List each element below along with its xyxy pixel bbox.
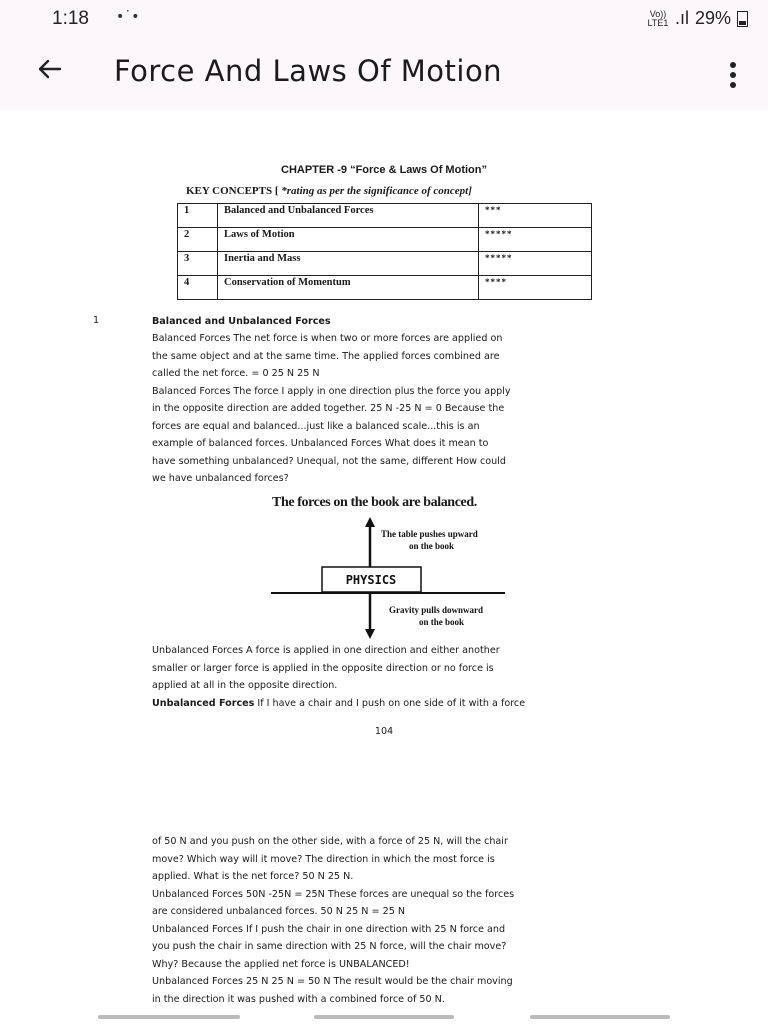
status-bar (0, 0, 768, 38)
text-line: Why? Because the applied net force is UNBALANCED! (152, 958, 410, 970)
text-line: Unbalanced Forces A force is applied in one direction and either another (152, 645, 500, 656)
concept-rating: ***** (479, 252, 592, 276)
paragraph-balanced-forces (152, 330, 632, 488)
text-line (152, 695, 632, 713)
paragraph-unbalanced-forces (152, 642, 632, 712)
section-number: 1 (93, 315, 100, 326)
document-viewer[interactable] (0, 110, 768, 1024)
concept-number: 1 (178, 204, 218, 228)
concept-name: Inertia and Mass (218, 252, 479, 276)
text-line: Unbalanced Forces 50N -25N = 25N These forces are unequal so the forces (152, 888, 515, 900)
key-concepts-label (186, 185, 472, 197)
text-line: move? Which way will it move? The direction in which the most force is (152, 853, 495, 865)
book-label: PHYSICS (345, 573, 397, 587)
concept-rating: **** (479, 276, 592, 300)
concept-number: 2 (178, 228, 218, 252)
text-line: Unbalanced Forces 25 N 25 N = 50 N The result would be the chair moving (152, 976, 513, 987)
table-row (178, 204, 592, 228)
text-line: in the opposite direction are added together. 25 N -25 N = 0 Because the (152, 403, 505, 414)
back-arrow-icon[interactable] (34, 54, 64, 92)
text-line: the same object and at the same time. The applied forces combined are (152, 350, 500, 362)
text-line: you push the chair in same direction with 25 N force, will the chair move? (152, 941, 507, 952)
page-number: 104 (374, 726, 394, 737)
chapter-heading: CHAPTER -9 “Force & Laws Of Motion” (281, 164, 487, 176)
status-time: 1:18 (52, 8, 89, 29)
concept-name: Laws of Motion (218, 228, 479, 252)
up-arrow-icon (365, 517, 375, 527)
section-heading: Balanced and Unbalanced Forces (152, 316, 331, 327)
text-line: of 50 N and you push on the other side, with a force of 25 N, will the chair (152, 836, 508, 847)
page-title: Force And Laws Of Motion (114, 54, 503, 88)
bold-text: Unbalanced Forces (152, 697, 255, 709)
paragraph-continued (152, 833, 632, 1008)
key-concepts-note: *rating as per the significance of concept] (281, 185, 472, 197)
gesture-nav-bar[interactable] (0, 1014, 768, 1024)
text-line: example of balanced forces. Unbalanced Forces What does it mean to (152, 438, 489, 449)
concept-number: 3 (178, 252, 218, 276)
key-concepts-title: KEY CONCEPTS [ (186, 185, 282, 197)
nav-handle-left[interactable] (98, 1015, 240, 1019)
text-line: are considered unbalanced forces. 50 N 25 N = 25 N (152, 906, 406, 917)
signal-icon: .ıl (674, 8, 689, 28)
text-line: applied. What is the net force? 50 N 25 N. (152, 871, 354, 882)
key-concepts-table (177, 203, 592, 300)
text-line: Balanced Forces The net force is when two or more forces are applied on (152, 333, 503, 344)
concept-number: 4 (178, 276, 218, 300)
text-line: in the direction it was pushed with a combined force of 50 N. (152, 993, 445, 1005)
text-line: Unbalanced Forces If I push the chair in one direction with 25 N force and (152, 923, 506, 935)
concept-rating: ***** (479, 228, 592, 252)
up-force-label-2: on the book (409, 541, 455, 551)
app-bar (0, 38, 768, 110)
text-line: applied at all in the opposite direction. (152, 680, 338, 691)
concept-name: Conservation of Momentum (218, 276, 479, 300)
battery-percent: 29% (694, 8, 731, 28)
text-line: we have unbalanced forces? (152, 473, 289, 484)
text-line: have something unbalanced? Unequal, not the same, different How could (152, 455, 506, 467)
nav-handle-right[interactable] (530, 1015, 670, 1019)
text-line: forces are equal and balanced...just like a balanced scale...this is an (152, 420, 480, 432)
up-force-label: The table pushes upward (381, 529, 478, 539)
table-row (178, 228, 592, 252)
figure-title: The forces on the book are balanced. (272, 495, 477, 510)
text-line: Balanced Forces The force I apply in one direction plus the force you apply (152, 385, 511, 397)
volte-icon: Vo)) LTE1 (647, 8, 669, 28)
down-force-label: Gravity pulls downward (389, 605, 484, 615)
down-arrow-icon (365, 629, 375, 639)
text-span: If I have a chair and I push on one side of it with a force (254, 697, 526, 709)
nav-handle-center[interactable] (314, 1015, 454, 1019)
text-line: smaller or larger force is applied in the opposite direction or no force is (152, 662, 494, 674)
more-options-icon[interactable] (730, 62, 738, 88)
table-row (178, 252, 592, 276)
notification-icon: •˙• (116, 9, 140, 25)
battery-icon (737, 11, 748, 27)
concept-rating: *** (479, 204, 592, 228)
balanced-forces-figure (265, 515, 515, 645)
table-row (178, 276, 592, 300)
concept-name: Balanced and Unbalanced Forces (218, 204, 479, 228)
status-right (647, 8, 748, 29)
down-force-label-2: on the book (419, 617, 465, 627)
text-line: called the net force. = 0 25 N 25 N (152, 368, 320, 379)
